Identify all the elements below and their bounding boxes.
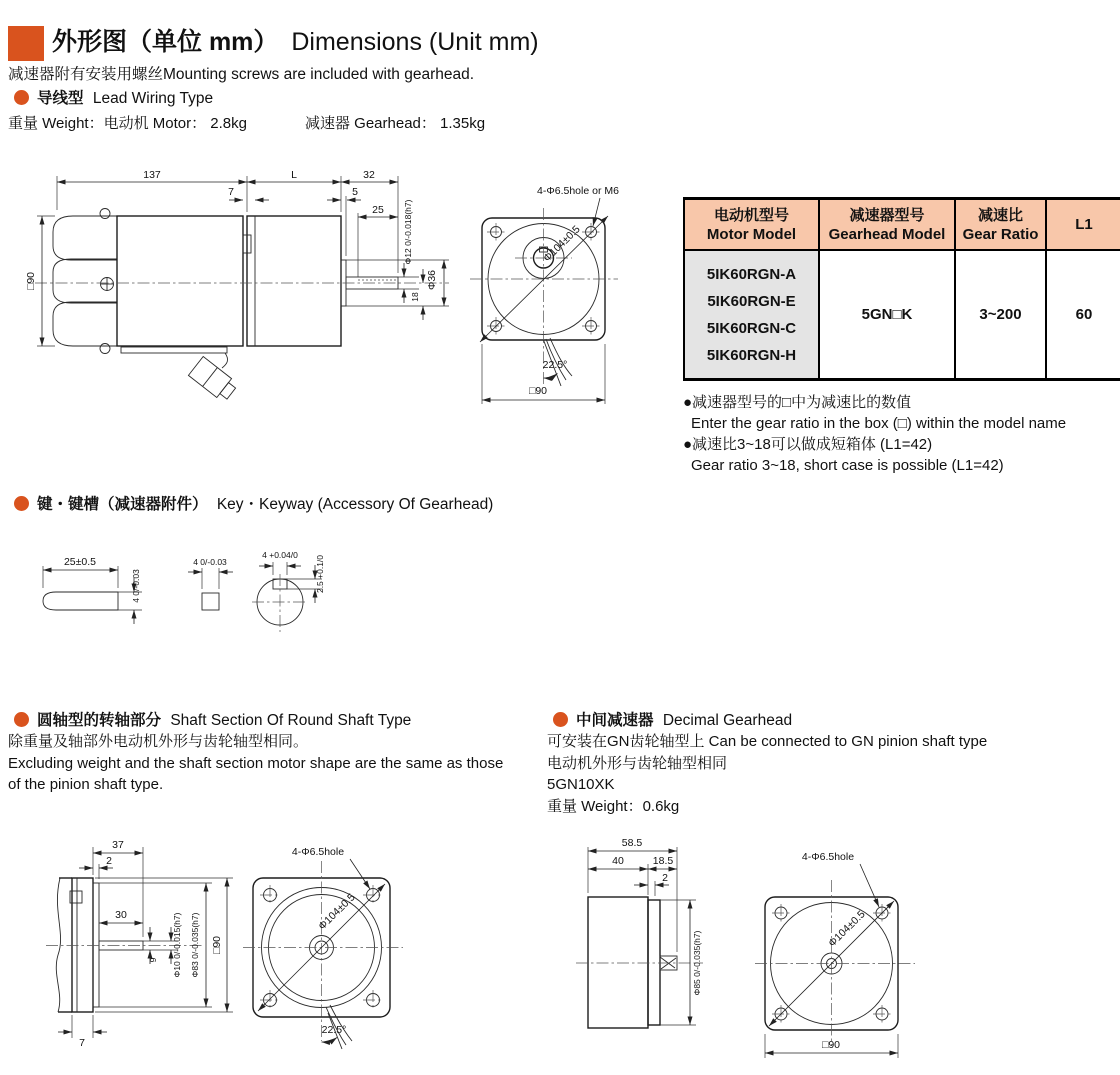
spec-table-data-row: [685, 251, 1120, 378]
decimal-dimensions: [588, 837, 702, 1025]
page-subtitle: 减速器附有安装用螺丝Mounting screws are included with gearhead.: [8, 66, 475, 83]
cell-motor-models: [685, 251, 820, 378]
dim-bolt-circle: Φ104±0.5: [826, 908, 868, 950]
decimal-desc-3: 5GN10XK: [547, 776, 615, 793]
front-view-outline: [243, 861, 403, 1045]
decimal-gearhead-desc: [547, 731, 987, 817]
dim-boss-half: 18: [410, 292, 420, 302]
col-gear-ratio: [956, 200, 1047, 251]
decimal-desc-4: 重量 Weight：0.6kg: [547, 797, 680, 815]
table-notes: [683, 392, 1066, 476]
decimal-outline: [576, 897, 703, 1028]
round-shaft-desc-en2: of the pinion shaft type.: [8, 776, 164, 793]
key-section-outline: [188, 557, 233, 610]
dim-motor-length: 137: [143, 169, 161, 181]
dim-key-length: 25: [372, 204, 384, 216]
decimal-desc-1: 可安装在GN齿轮轴型上 Can be connected to GN pinion shaft type: [547, 733, 988, 750]
note-1-zh: ●减速器型号的□中为减速比的数值: [683, 394, 912, 411]
note-2-zh: ●减速比3~18可以做成短箱体 (L1=42): [683, 436, 933, 453]
dim-bolt-circle: Φ104±0.5: [316, 891, 358, 933]
page-title-zh: 外形图（单位 mm）: [52, 28, 279, 56]
motor-model-3: 5IK60RGN-C: [706, 319, 797, 337]
dim-wire-angle: 22.5°: [321, 1024, 347, 1036]
round-shaft-heading-en: Shaft Section Of Round Shaft Type: [170, 712, 412, 729]
note-1-en: Enter the gear ratio in the box (□) within the model name: [691, 415, 1067, 432]
dim-key-length: 25±0.5: [63, 556, 97, 568]
dim-key-height: 4 0/-0.03: [131, 569, 141, 603]
dim-key-width: 4 0/-0.03: [193, 557, 227, 567]
dim-boss-width: 2: [106, 855, 112, 867]
section-bullet-icon: [553, 712, 568, 727]
dim-wire-angle: 22.5°: [542, 359, 568, 371]
key-outline: [43, 556, 142, 624]
weight-row: [8, 112, 486, 133]
dim-shaft-length: 30: [115, 909, 127, 921]
dim-gearhead-length: L: [291, 169, 297, 181]
section-bullet-icon: [14, 90, 29, 105]
lead-wiring-heading-zh: 导线型: [37, 90, 84, 107]
col-gear-ratio-zh: 减速比: [977, 206, 1023, 224]
side-view-dimensions: [25, 169, 449, 346]
motor-model-1: 5IK60RGN-A: [706, 265, 797, 283]
section-bullet-icon: [14, 712, 29, 727]
key-keyway-drawing: [30, 538, 360, 653]
holes-label: 4-Φ6.5hole: [291, 846, 345, 858]
key-keyway-heading-en: Key・Keyway (Accessory Of Gearhead): [216, 496, 494, 513]
key-keyway-heading-zh: 键・键槽（减速器附件）: [37, 496, 208, 513]
holes-label: 4-Φ6.5hole: [801, 851, 855, 863]
dim-bolt-circle: Φ104±0.5: [541, 223, 583, 265]
cell-l1: 60: [1047, 251, 1120, 378]
col-motor-model-en: Motor Model: [706, 225, 797, 243]
decimal-gearhead-front-view-drawing: [753, 850, 918, 1075]
col-gearhead-model-en: Gearhead Model: [828, 225, 946, 243]
dim-boss-length: 5: [352, 186, 358, 198]
note-2-en: Gear ratio 3~18, short case is possible (L1=42): [691, 457, 1004, 474]
dim-body-length: 40: [612, 855, 624, 867]
section-bullet-icon: [14, 496, 29, 511]
page-title: [52, 22, 539, 58]
round-shaft-front-view-drawing: [238, 843, 433, 1075]
col-motor-model: [685, 200, 820, 251]
dim-shaft-diameter: Φ12 0/-0.018(h7): [403, 199, 413, 265]
decimal-gearhead-heading-zh: 中间减速器: [576, 712, 654, 729]
weight-gearhead: 减速器 Gearhead： 1.35kg: [305, 115, 486, 132]
dim-frame-size: □90: [25, 271, 37, 291]
dim-boss-diameter: Φ36: [426, 269, 438, 291]
dim-frame-size: □90: [821, 1039, 841, 1051]
dim-keyway-depth: 2.5 +0.1/0: [315, 554, 325, 594]
page-title-en: Dimensions (Unit mm): [291, 28, 539, 56]
motor-model-2: 5IK60RGN-E: [707, 292, 796, 310]
dim-frame-size: □90: [528, 385, 548, 397]
round-shaft-desc-en1: Excluding weight and the shaft section motor shape are the same as those: [8, 754, 504, 772]
col-gear-ratio-en: Gear Ratio: [962, 225, 1039, 243]
round-shaft-desc: [8, 731, 503, 796]
cell-gearhead-model: 5GN□K: [820, 251, 956, 378]
section-key-keyway-heading: [14, 492, 493, 514]
dim-boss-diameter: Φ85 0/-0.035(h7): [692, 930, 702, 996]
dim-total: 58.5: [621, 837, 643, 849]
lead-wiring-front-view-drawing: [460, 180, 690, 415]
dim-shaft-flat: 9: [148, 957, 158, 963]
section-lead-wiring-heading: [14, 86, 213, 108]
front-view-outline: [755, 880, 915, 1046]
dim-boss-width: 2: [662, 872, 668, 884]
holes-label: 4-Φ6.5hole or M6: [537, 185, 619, 197]
dim-keyway-width: 4 +0.04/0: [262, 550, 298, 560]
dim-shaft-length: 32: [363, 169, 375, 181]
weight-motor: 重量 Weight：电动机 Motor： 2.8kg: [8, 115, 247, 132]
lead-wiring-heading-en: Lead Wiring Type: [92, 90, 214, 107]
round-shaft-heading-zh: 圆轴型的转轴部分: [37, 712, 162, 729]
dim-frame-size: □90: [211, 935, 223, 955]
dim-flange-width: 7: [79, 1037, 85, 1049]
spec-table-header-row: [685, 200, 1120, 251]
col-l1: L1: [1047, 200, 1120, 251]
round-shaft-side-view-drawing: [28, 833, 258, 1075]
decimal-desc-2: 电动机外形与齿轮轴型相同: [547, 754, 728, 772]
dim-shaft-length: 18.5: [652, 855, 674, 867]
dim-shaft-diameter: Φ10 0/-0.015(h7): [172, 912, 182, 978]
title-square-icon: [8, 26, 44, 61]
cell-gear-ratio: 3~200: [956, 251, 1047, 378]
decimal-gearhead-heading-en: Decimal Gearhead: [662, 712, 793, 729]
dim-flange-gap: 7: [228, 186, 234, 198]
keyway-shaft-outline: [252, 550, 325, 632]
dim-total: 37: [112, 839, 124, 851]
spec-table: [683, 197, 1120, 381]
motor-model-4: 5IK60RGN-H: [706, 346, 797, 364]
round-shaft-dimensions: [58, 839, 233, 1049]
dim-boss-diameter: Φ83 0/-0.035(h7): [190, 912, 200, 978]
col-motor-model-zh: 电动机型号: [713, 206, 789, 224]
lead-wiring-side-view-drawing: [25, 160, 475, 428]
section-decimal-gearhead-heading: [553, 708, 792, 730]
decimal-gearhead-side-view-drawing: [558, 833, 713, 1075]
round-shaft-desc-zh: 除重量及轴部外电动机外形与齿轮轴型相同。: [8, 733, 309, 750]
section-round-shaft-heading: [14, 708, 411, 730]
col-gearhead-model: [820, 200, 956, 251]
col-gearhead-model-zh: 减速器型号: [849, 206, 925, 224]
